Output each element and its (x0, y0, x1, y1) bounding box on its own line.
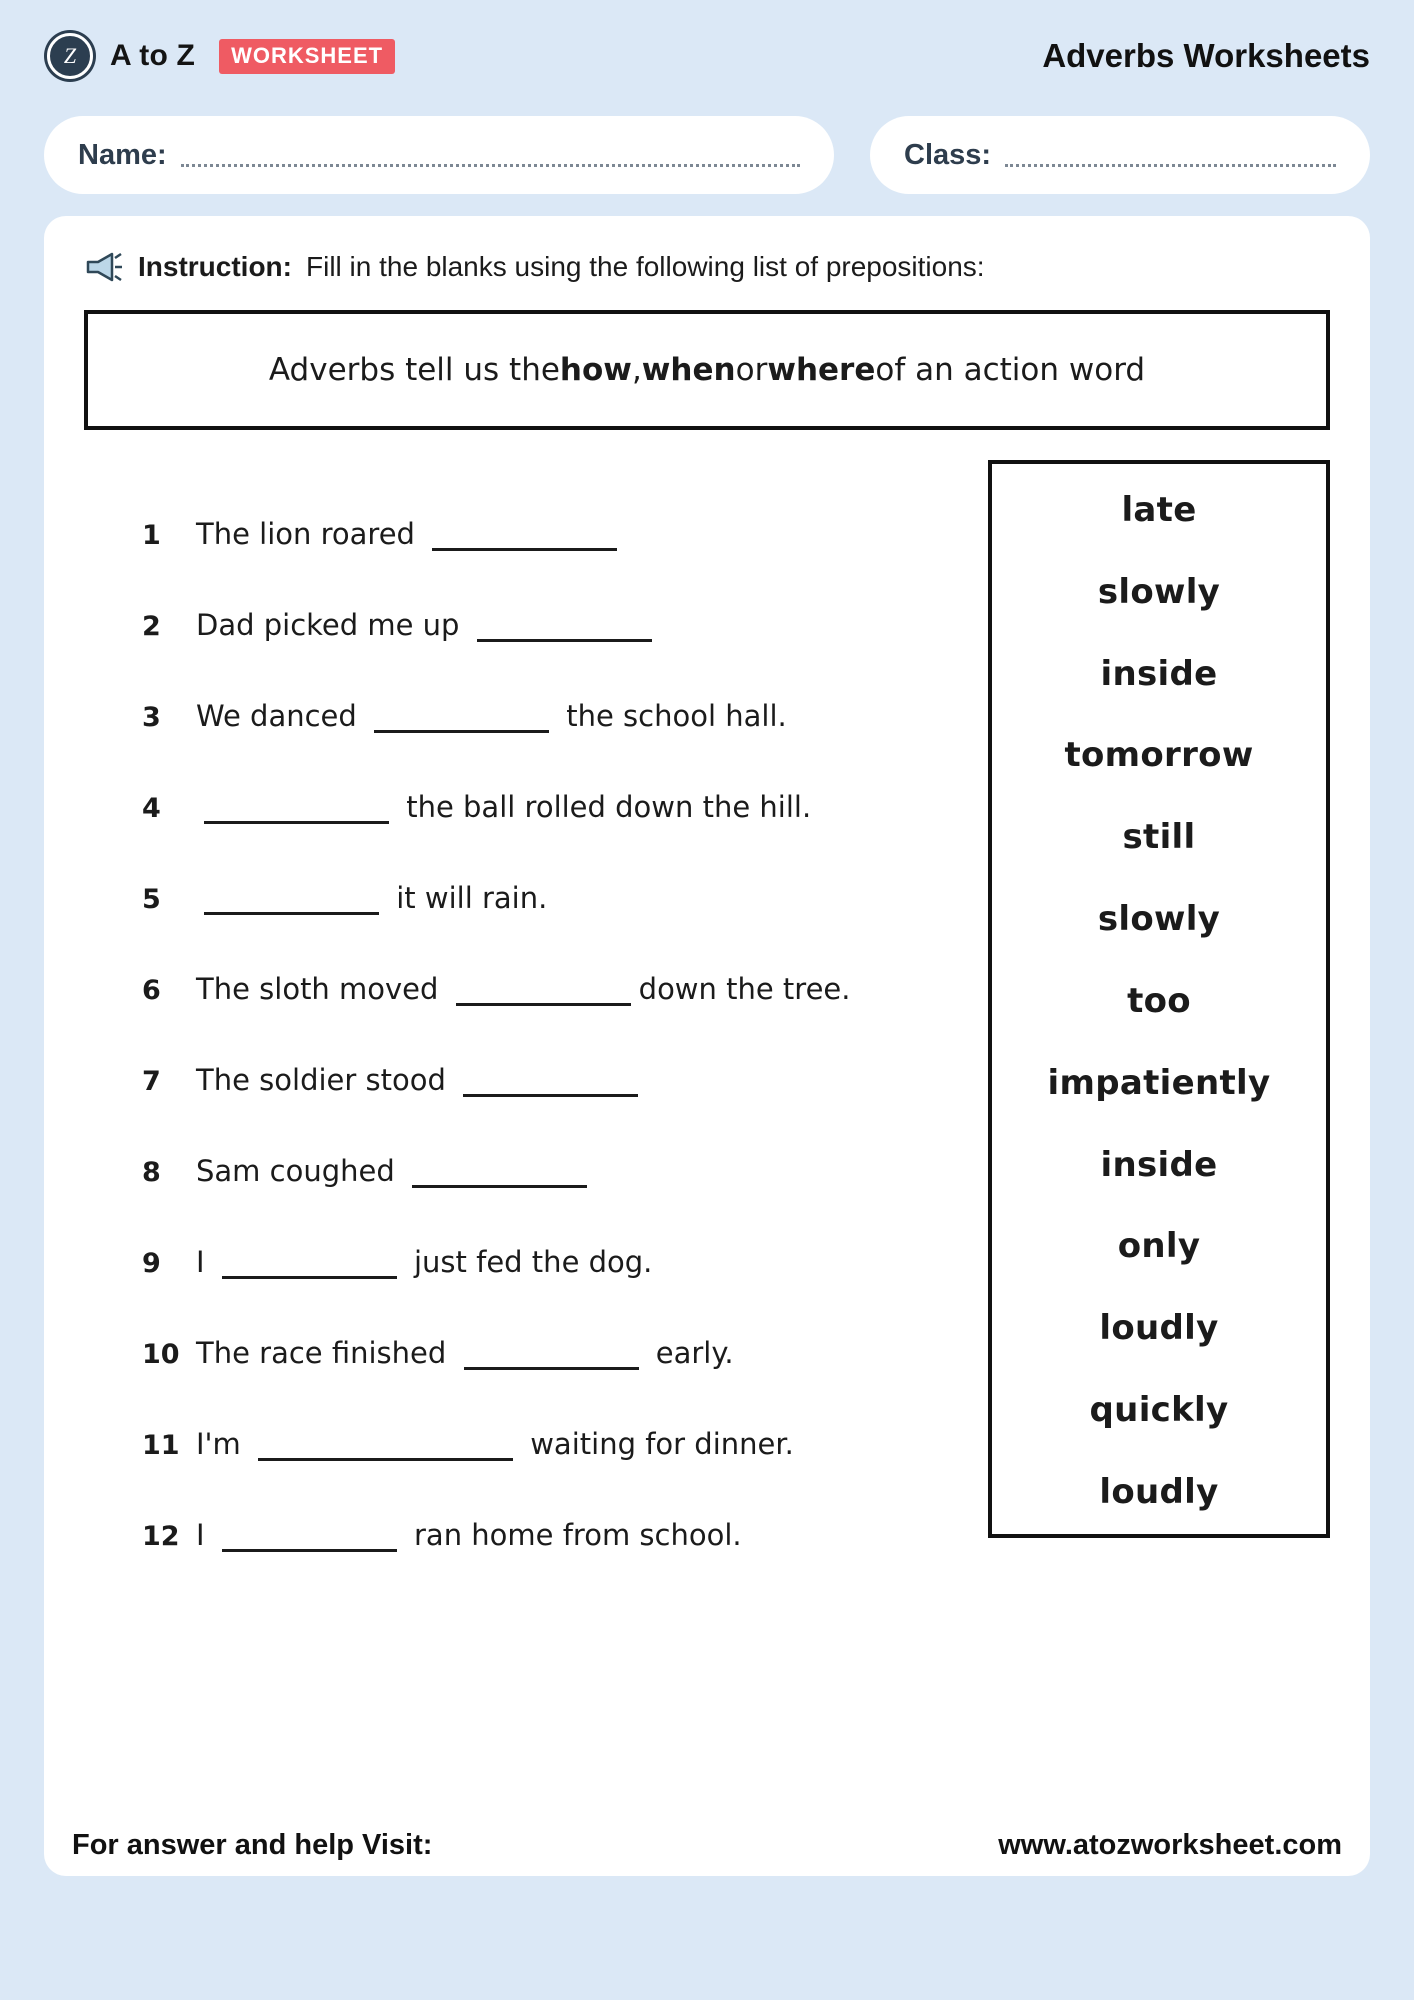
question-text-after: the ball rolled down the hill. (397, 790, 812, 824)
worksheet-body (84, 460, 1330, 1552)
question-number: 10 (142, 1339, 180, 1370)
megaphone-icon (84, 250, 124, 284)
question-text-before: I (196, 1518, 214, 1552)
question-text-before: The race finished (196, 1336, 456, 1370)
word-bank-item[interactable]: late (1121, 490, 1197, 530)
question-row (142, 1097, 964, 1188)
question-row (142, 1461, 964, 1552)
answer-blank[interactable] (432, 518, 617, 551)
question-text-before: I (196, 1245, 214, 1279)
class-field-box[interactable] (870, 116, 1370, 194)
word-bank-item[interactable]: only (1117, 1226, 1201, 1267)
page-title: Adverbs Worksheets (1042, 37, 1370, 74)
page-header (44, 0, 1370, 112)
word-bank-item[interactable]: still (1122, 817, 1196, 858)
definition-where: where (767, 352, 876, 388)
circle-z-logo-icon: Z (44, 30, 96, 82)
word-bank-item[interactable]: inside (1100, 1144, 1218, 1185)
question-text-after: ran home from school. (404, 1518, 742, 1552)
question-row (142, 915, 964, 1006)
question-text-before: Dad picked me up (196, 608, 469, 642)
question-row (142, 1370, 964, 1461)
answer-blank[interactable] (477, 609, 652, 642)
answer-blank[interactable] (456, 973, 631, 1006)
question-number: 6 (142, 975, 161, 1006)
definition-box (84, 310, 1330, 430)
definition-mid2: or (735, 352, 768, 388)
question-row (142, 733, 964, 824)
question-number: 4 (142, 793, 161, 824)
question-text-before: Sam coughed (196, 1154, 404, 1188)
question-text-after: just fed the dog. (404, 1245, 653, 1279)
question-text-before: We danced (196, 699, 367, 733)
definition-when: when (641, 352, 736, 388)
answer-blank[interactable] (464, 1337, 639, 1370)
brand-name: A to Z (110, 39, 196, 72)
name-field-box[interactable] (44, 116, 834, 194)
question-text-after: down the tree. (638, 972, 851, 1006)
question-number: 3 (142, 702, 161, 733)
footer-left-text: For answer and help Visit: (72, 1829, 433, 1861)
question-number: 11 (142, 1430, 180, 1461)
class-input[interactable] (1005, 144, 1336, 167)
question-row (142, 824, 964, 915)
answer-blank[interactable] (463, 1064, 638, 1097)
question-row (142, 642, 964, 733)
question-number: 1 (142, 520, 161, 551)
question-text-after: the school hall. (557, 699, 787, 733)
question-text-after: early. (646, 1336, 734, 1370)
word-bank-item[interactable]: slowly (1097, 571, 1221, 612)
question-row (142, 551, 964, 642)
word-bank-item[interactable]: quickly (1089, 1390, 1229, 1431)
footer-website: www.atozworksheet.com (998, 1829, 1342, 1861)
definition-mid1: , (631, 352, 642, 388)
answer-blank[interactable] (222, 1246, 397, 1279)
name-input[interactable] (181, 144, 800, 167)
word-bank-item[interactable]: loudly (1099, 1308, 1219, 1349)
question-row (142, 1188, 964, 1279)
question-text-before: The sloth moved (196, 972, 448, 1006)
word-bank-item[interactable]: too (1127, 980, 1191, 1021)
question-text-before: The soldier stood (196, 1063, 456, 1097)
word-bank-item[interactable]: slowly (1097, 899, 1221, 940)
instruction-label: Instruction: (138, 251, 292, 282)
question-number: 12 (142, 1521, 180, 1552)
word-bank (988, 460, 1330, 1538)
definition-suffix: of an action word (875, 352, 1146, 388)
question-number: 5 (142, 884, 161, 915)
question-text-after: it will rain. (387, 881, 548, 915)
answer-blank[interactable] (204, 791, 389, 824)
word-bank-item[interactable]: impatiently (1047, 1062, 1271, 1103)
answer-blank[interactable] (222, 1519, 397, 1552)
instruction-row (84, 250, 1330, 284)
definition-how: how (559, 352, 632, 388)
class-label: Class: (904, 138, 992, 171)
question-text-after: waiting for dinner. (521, 1427, 794, 1461)
question-number: 7 (142, 1066, 161, 1097)
answer-blank[interactable] (258, 1428, 513, 1461)
student-info-row (44, 116, 1370, 194)
answer-blank[interactable] (412, 1155, 587, 1188)
definition-prefix: Adverbs tell us the (268, 352, 560, 388)
question-text-before: I'm (196, 1427, 250, 1461)
question-row (142, 1006, 964, 1097)
worksheet-card (44, 216, 1370, 1876)
name-label: Name: (78, 138, 167, 171)
question-text-before: The lion roared (196, 517, 425, 551)
brand (44, 30, 395, 82)
word-bank-item[interactable]: tomorrow (1064, 735, 1254, 776)
question-row (142, 1279, 964, 1370)
brand-badge: WORKSHEET (219, 39, 395, 74)
question-number: 9 (142, 1248, 161, 1279)
answer-blank[interactable] (204, 882, 379, 915)
word-bank-item[interactable]: loudly (1099, 1471, 1219, 1512)
question-list (84, 460, 964, 1552)
word-bank-item[interactable]: inside (1100, 653, 1218, 694)
answer-blank[interactable] (374, 700, 549, 733)
question-row (142, 460, 964, 551)
footer (44, 1829, 1370, 1862)
instruction-text: Fill in the blanks using the following list of prepositions: (306, 251, 985, 282)
question-number: 2 (142, 611, 161, 642)
question-number: 8 (142, 1157, 161, 1188)
